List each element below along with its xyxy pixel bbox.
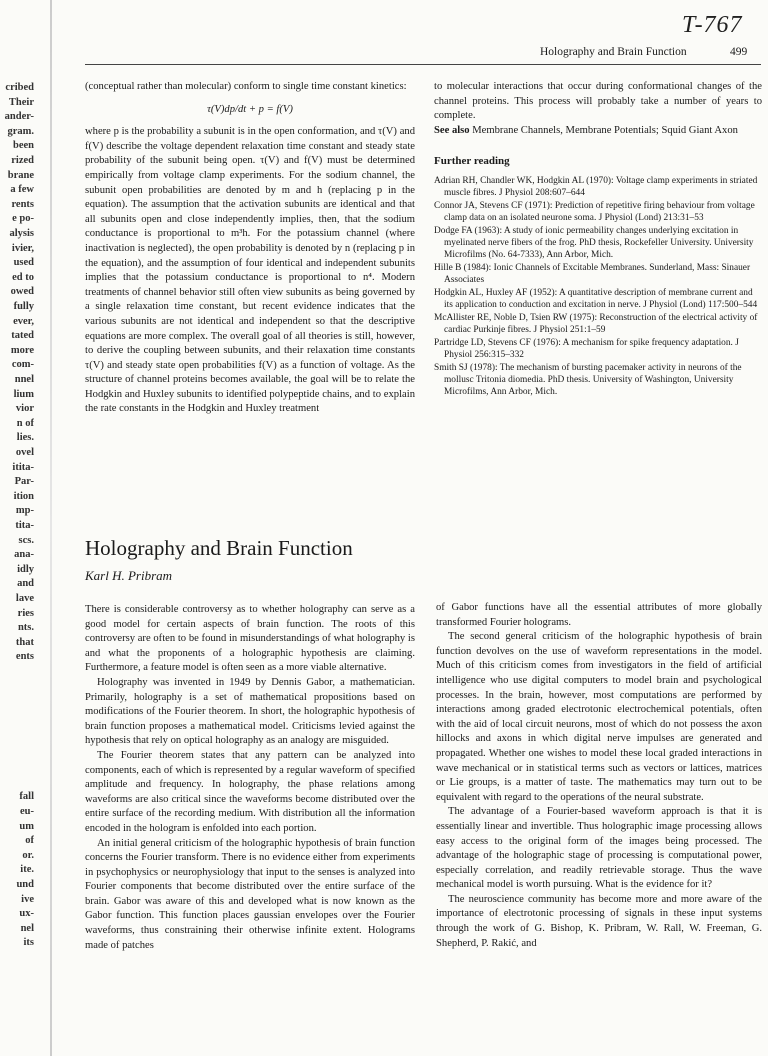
margin-word: ander- xyxy=(4,111,34,123)
margin-word: ite. xyxy=(20,864,34,876)
margin-word: lave xyxy=(15,593,34,604)
reference-item: Smith SJ (1978): The mechanism of bursting pacemaker activity in neurons of the mollusc Tritonia diomedia. PhD thesis. University of Washington, University Microfilms, Ann Arbor, Mich. xyxy=(434,362,742,397)
see-also xyxy=(434,124,762,139)
reference-item: Hodgkin AL, Huxley AF (1952): A quantitative description of membrane current and its application to conduction and excitation in nerve. J Physiol (Lond) 117:500–544 xyxy=(434,287,758,310)
margin-word: idly xyxy=(17,563,34,575)
margin-word: n of xyxy=(16,417,34,429)
page-number: 499 xyxy=(730,46,748,58)
margin-word: ever, xyxy=(13,315,34,327)
previous-article-right-column xyxy=(434,80,762,399)
margin-word: more xyxy=(10,344,34,356)
paragraph: where p is the probability a subunit is in the open conformation, and τ(V) and f(V) describe the voltage dependent relaxation time constant and steady state probability of the subunit being open. τ(V) and f(V) must be determined empirically from voltage clamp experiments. For the sodium channel, the subunit open probabilities are denoted by m and h (replacing p in the equation). The assumption that the activation subunits are identical and that all subunits open and close independently implies, then, that the sodium conductance is proportional to m³h. For the potassium channel (where inactivation is neglected), the open probability is denoted by n (replacing p in the equation), and the assumption of four identical and independent subunits implies that the potassium conductance is proportional to n⁴. Modern treatments of channel behavior still often view subunits as being governed by a single relaxation time constant, but recent evidence indicates that the various subunits are not identical and independent so that the descriptive equations are more complex. The overall goal of all theories is still, however, to derive the coupling between subunits, and their relaxation time constants τ(V) and steady state open probabilities f(V) as a function of voltage. As the structure of channel proteins becomes available, the goal will be to relate the Hodgkin and Huxley subunits to identified polypeptide chains, and to explain the rate constants in the Hodgkin and Huxley treatment xyxy=(85,126,415,415)
binding-shadow xyxy=(50,0,52,1056)
margin-word: ive xyxy=(21,893,34,905)
margin-word: ents xyxy=(15,651,34,663)
margin-word: alysis xyxy=(9,228,34,239)
margin-word: itita- xyxy=(12,461,34,473)
paragraph: The neuroscience community has become more and more aware of the importance of electrotonic processing of signals in these input systems through the work of G. Bishop, K. Pribram, W. Rall, W. Freeman, G. Shepherd, P. Rakić, and xyxy=(436,893,762,949)
margin-word: Their xyxy=(8,96,34,108)
further-reading-heading: Further reading xyxy=(434,155,510,168)
article-left-column xyxy=(85,603,415,953)
margin-word: rents xyxy=(11,198,34,210)
reference-list xyxy=(434,175,762,398)
margin-word: vior xyxy=(15,403,34,415)
paragraph: of Gabor functions have all the essential attributes of more globally transformed Fourier holograms. xyxy=(436,602,762,628)
margin-word: tated xyxy=(11,330,34,342)
margin-word: used xyxy=(13,257,34,269)
paragraph: (conceptual rather than molecular) conform to single time constant kinetics: xyxy=(85,81,407,92)
margin-word: fall xyxy=(19,791,34,803)
margin-word: of xyxy=(25,835,34,847)
paragraph: There is considerable controversy as to whether holography can serve as a good model for certain aspects of brain function. The roots of this controversy are often to be found in misunderstandings of what holography is and what the proponents of a holographic hypothesis are claiming. Furthermore, a feature model is often seen as a more viable alternative. xyxy=(85,604,415,674)
reference-item: McAllister RE, Noble D, Tsien RW (1975): Reconstruction of the electrical activity of cardiac Purkinje fibres. J Physiol 251:1–59 xyxy=(434,312,758,335)
margin-word: lies. xyxy=(16,432,34,444)
reference-item: Dodge FA (1963): A study of ionic permeability changes underlying excitation in myelinated nerve fibers of the frog. PhD thesis, Rockefeller University. University Microfilms (No. 64-7333), Ann Arbor, Mich. xyxy=(434,225,754,260)
paragraph: An initial general criticism of the holographic hypothesis of brain function concerns the Fourier transform. There is no evidence either from experiments in psychophysics or neurophysiology that input to the senses is analyzed into Fourier components that become distributed over the entire surface of the brain. Gabor was aware of this and developed what is now known as the Gabor function. This function places gaussian envelopes over the Fourier waveforms, thus constraining their otherwise infinite extent. Holograms made of patches xyxy=(85,837,415,951)
margin-word: mp- xyxy=(15,505,34,517)
margin-word: ed to xyxy=(12,271,34,283)
margin-word: ana- xyxy=(14,549,34,561)
margin-word: lium xyxy=(13,388,34,400)
margin-word: owed xyxy=(10,286,34,298)
margin-word: eu- xyxy=(20,806,34,817)
reference-item: Partridge LD, Stevens CF (1976): A mechanism for spike frequency adaptation. J Physiol 256:315–332 xyxy=(434,337,739,360)
margin-word: tita- xyxy=(15,520,34,531)
paragraph: Holography was invented in 1949 by Dennis Gabor, a mathematician. Primarily, holography is a set of mathematical propositions based on modifications of the Fourier theorem. In short, the holographic hypothesis of brain function proposes a mathematical model. Criticisms levied against the hypothesis that rely on optical holography as an analogy are misguided. xyxy=(85,676,415,747)
article-title: Holography and Brain Function xyxy=(85,536,353,560)
margin-word: ries xyxy=(17,607,34,619)
margin-word: ovel xyxy=(15,447,34,458)
paragraph: The Fourier theorem states that any pattern can be analyzed into components, each of which is represented by a regular waveform of specified amplitude and frequency. In holography, the phase relations among waveforms are also critical since the waveforms become distributed over the entire surface of the recording medium. With distribution all the information encoded in the hologram is enfolded into each portion. xyxy=(85,749,415,834)
margin-word: nel xyxy=(20,922,34,934)
article-right-column xyxy=(436,601,762,951)
margin-word: its xyxy=(23,937,34,949)
margin-word: rized xyxy=(11,155,34,166)
margin-word: been xyxy=(13,140,34,152)
margin-word: cribed xyxy=(5,82,34,93)
see-also-text: Membrane Channels, Membrane Potentials; Squid Giant Axon xyxy=(472,124,738,136)
margin-word: or. xyxy=(22,849,34,861)
margin-word: ux- xyxy=(19,908,34,920)
paragraph: The advantage of a Fourier-based waveform approach is that it is essentially linear and invertible. Thus holographic image processing allows easy access to the original form of the images being processed. The advantage of the holographic stage of processing is computational power, especially correlation, and readily retrievable storage. Thus the wave mechanical model is worth pursuing. What is the evidence for it? xyxy=(436,806,762,891)
reference-item: Hille B (1984): Ionic Channels of Excitable Membranes. Sunderland, Mass: Sinauer Associates xyxy=(434,262,751,285)
paragraph: to molecular interactions that occur during conformational changes of the channel proteins. This process will probably take a number of years to complete. xyxy=(434,81,762,122)
handwritten-note: T-767 xyxy=(682,12,743,38)
margin-word: and xyxy=(17,578,34,590)
margin-word: e po- xyxy=(12,213,34,225)
see-also-label: See also xyxy=(434,124,470,136)
previous-article-left-column xyxy=(85,80,415,417)
margin-word: com- xyxy=(11,359,34,371)
margin-word: ivier, xyxy=(11,242,34,254)
margin-word: um xyxy=(19,820,34,832)
margin-word: ition xyxy=(13,490,34,502)
margin-word: Par- xyxy=(14,476,34,488)
margin-word: gram. xyxy=(7,125,34,137)
margin-word: nnel xyxy=(14,374,34,385)
margin-word: a few xyxy=(10,184,34,196)
left-margin-bleed xyxy=(0,0,40,1056)
equation: τ(V)dp/dt + p = f(V) xyxy=(207,103,293,115)
margin-word: fully xyxy=(13,301,34,312)
margin-word: that xyxy=(15,636,34,648)
margin-word: scs. xyxy=(18,534,34,546)
article-author: Karl H. Pribram xyxy=(85,568,173,583)
margin-word: und xyxy=(16,879,34,890)
running-head: Holography and Brain Function xyxy=(540,46,687,58)
margin-word: brane xyxy=(7,169,34,181)
reference-item: Adrian RH, Chandler WK, Hodgkin AL (1970): Voltage clamp experiments in striated muscle fibres. J Physiol 208:607–644 xyxy=(434,175,758,198)
margin-word: nts. xyxy=(17,622,34,634)
header-rule xyxy=(85,64,761,65)
paragraph: The second general criticism of the holographic hypothesis of brain function devolves on the use of waveform representations in the model. Much of this criticism comes from investigators in the field of artificial intelligence who use digital computers to model brain and psychological processes. In the brain, however, most computations are performed by interactions among graded electrotonic electrochemical potentials, often with the aid of local circuit neurons, most of which do not possess the axon hillocks and axons in which digital nerve impulses are generated and propagated. Whether one wishes to model these local graded interactions in wave mechanical or in statistical terms such as vectors or lattices, matrices or Lie groups, is a matter of taste. The mathematics may turn out to be equivalent with regard to the operations of the neural substrate. xyxy=(436,631,762,803)
reference-item: Connor JA, Stevens CF (1971): Prediction of repetitive firing behaviour from voltage clamp data on an isolated neurone soma. J Physiol (Lond) 213:31–53 xyxy=(434,200,755,223)
